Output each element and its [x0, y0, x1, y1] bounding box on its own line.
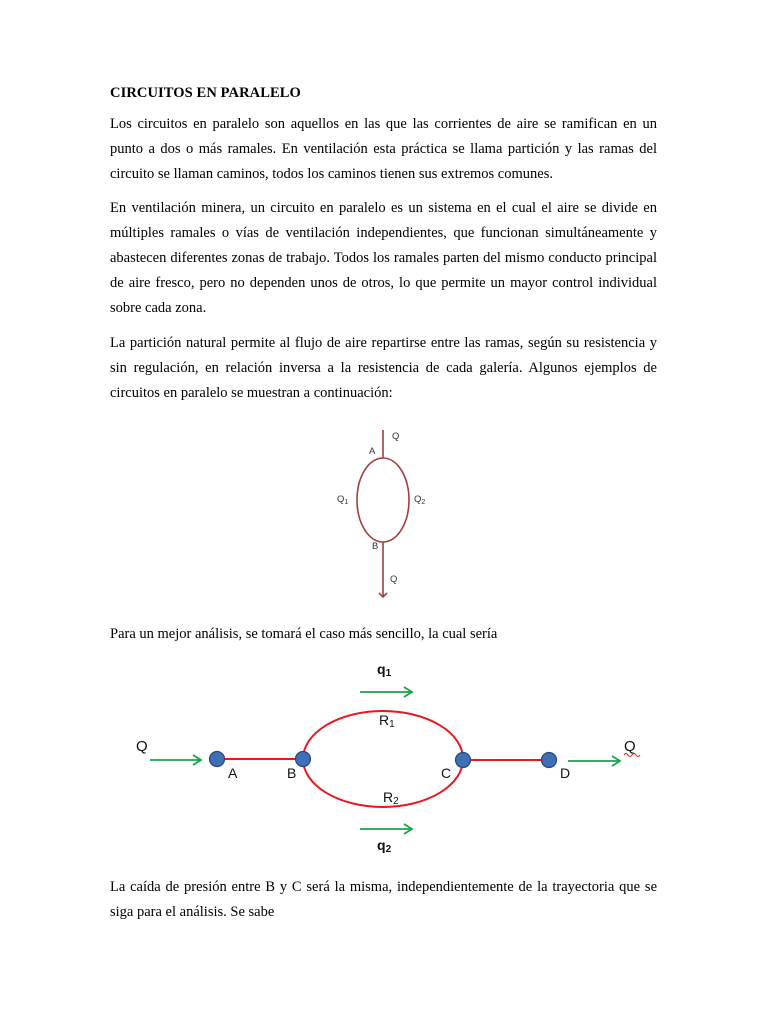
label-node-a: A	[228, 765, 238, 781]
paragraph-mining-ventilation: En ventilación minera, un circuito en paralelo es un sistema en el cual el aire se divide en múltiples ramales o vías de ventilación independientes, que funcionan simultáneamente y abastecen diferentes zonas de trabajo. Todos los ramales parten del mismo conducto principal de aire fresco, pero no dependen unos de otros, lo que permite un mayor control individual sobre cada zona.	[110, 200, 657, 316]
paragraph-definition: Los circuitos en paralelo son aquellos en las que las corrientes de aire se ramifican en un punto a dos o más ramales. En ventilación esta práctica se llama partición y las ramas del circuito se llaman caminos, todos los caminos tienen sus extremos comunes.	[110, 116, 657, 182]
label-node-d: D	[560, 765, 571, 781]
label-node-a: A	[369, 446, 376, 457]
paragraph-simple-case: Para un mejor análisis, se tomará el caso más sencillo, la cual sería	[110, 626, 498, 642]
label-q2: q2	[377, 837, 392, 855]
node-a	[210, 752, 225, 767]
label-r1: R1	[379, 712, 395, 730]
label-q-in: Q	[136, 738, 148, 755]
label-q1: $Q_1$	[337, 494, 349, 506]
label-r2: R2	[383, 789, 399, 807]
label-node-b: B	[372, 541, 379, 552]
label-node-c: C	[441, 765, 452, 781]
node-d	[542, 753, 557, 768]
paragraph-pressure-drop: La caída de presión entre B y C será la misma, independientemente de la trayectoria que se siga para el análisis. Se sabe	[110, 879, 657, 920]
node-b	[296, 752, 311, 767]
label-q-top: Q	[392, 431, 400, 442]
label-q-bottom: Q	[390, 574, 398, 585]
label-node-b: B	[287, 765, 297, 781]
section-heading: CIRCUITOS EN PARALELO	[110, 85, 301, 101]
label-q1: q1	[377, 661, 392, 679]
node-c	[456, 753, 471, 768]
label-q2: $Q_2$	[414, 494, 426, 506]
paragraph-natural-partition: La partición natural permite al flujo de aire repartirse entre las ramas, según su resistencia y sin regulación, en relación inversa a la resistencia de cada galería. Algunos ejemplos de circuitos en paralelo se muestran a continuación:	[110, 335, 657, 401]
label-q-out: Q	[624, 738, 636, 755]
